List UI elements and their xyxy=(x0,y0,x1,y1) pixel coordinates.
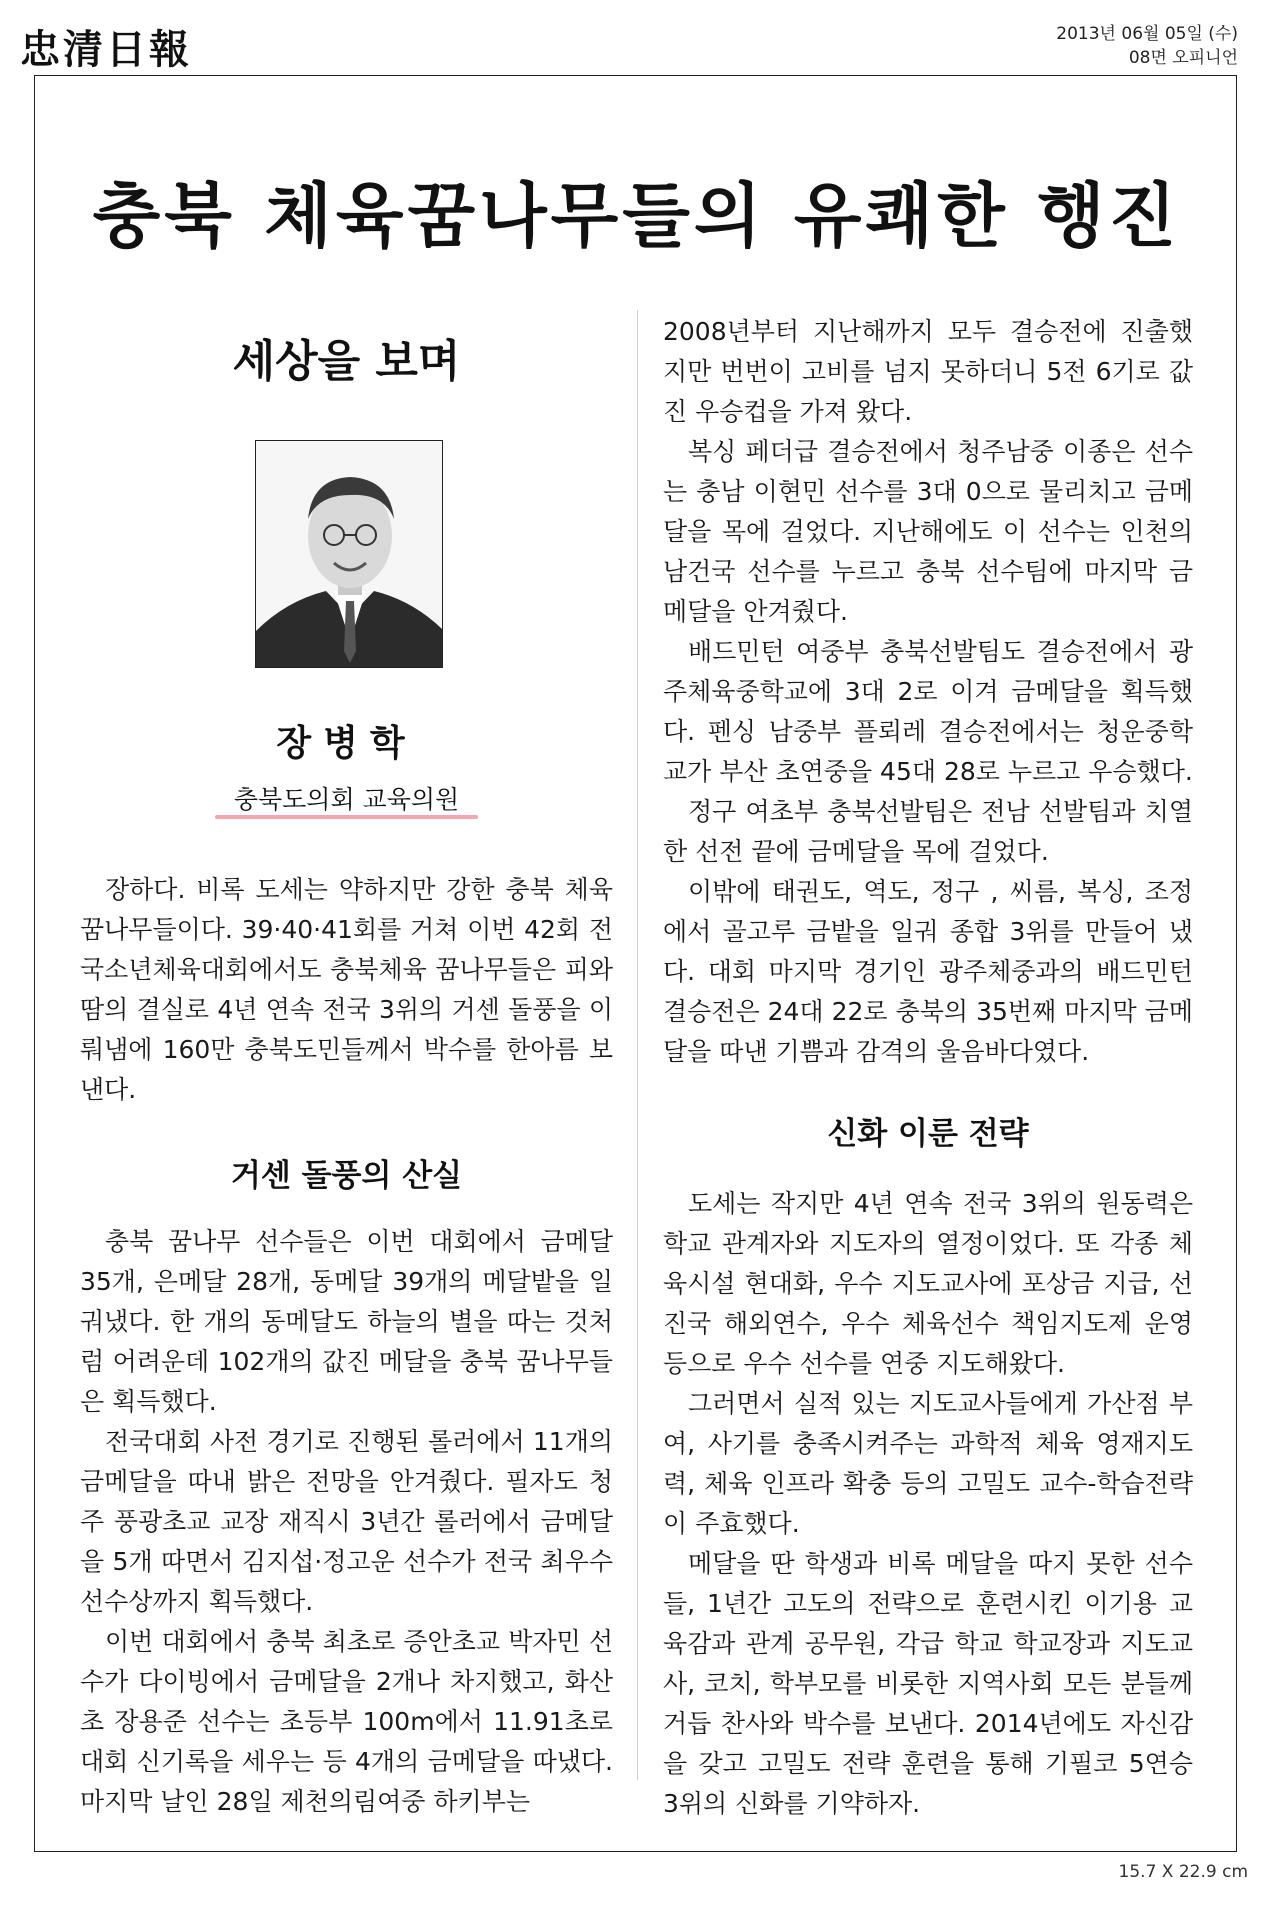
paragraph: 도세는 작지만 4년 연속 전국 3위의 원동력은 학교 관계자와 지도자의 열정이었다. 또 각종 체육시설 현대화, 우수 지도교사에 포상금 지급, 선진국 해외연수, 우수 체육선수 책임지도제 운영 등으로 우수 선수를 연중 지도해왔다. xyxy=(663,1189,1193,1378)
dateline xyxy=(1056,22,1238,70)
author-photo xyxy=(255,440,443,668)
subhead-left: 거센 돌풍의 산실 xyxy=(230,1158,463,1194)
column-title: 세상을 보며 xyxy=(232,336,461,387)
paragraph: 그러면서 실적 있는 지도교사들에게 가산점 부여, 사기를 충족시켜주는 과학적 체육 영재지도력, 체육 인프라 확충 등의 고밀도 교수-학습전략이 주효했다. xyxy=(663,1389,1193,1538)
author-title: 충북도의회 교육의원 xyxy=(233,785,460,814)
right-top xyxy=(663,312,1193,1072)
subhead-right: 신화 이룬 전략 xyxy=(827,1116,1029,1152)
left-intro xyxy=(80,870,613,1110)
paragraph: 복싱 페더급 결승전에서 청주남중 이종은 선수는 충남 이현민 선수를 3대 0으로 물리치고 금메달을 목에 걸었다. 지난해에도 이 선수는 인천의 남건국 선수를 누르고 충북 선수팀에 마지막 금메달을 안겨줬다. xyxy=(663,437,1193,626)
paragraph: 장하다. 비록 도세는 약하지만 강한 충북 체육 꿈나무들이다. 39·40·41회를 거쳐 이번 42회 전국소년체육대회에서도 충북체육 꿈나무들은 피와 땀의 결실로 4년 연속 전국 3위의 거센 돌풍을 이뤄냄에 160만 충북도민들께서 박수를 한아름 보낸다. xyxy=(80,875,613,1104)
paragraph: 2008년부터 지난해까지 모두 결승전에 진출했지만 번번이 고비를 넘지 못하더니 5전 6기로 값진 우승컵을 가져 왔다. xyxy=(663,317,1193,426)
newspaper-masthead: 忠清日報 xyxy=(20,26,192,73)
author-portrait-icon xyxy=(256,441,443,668)
left-body xyxy=(80,1222,613,1822)
paragraph: 정구 여초부 충북선발팀은 전남 선발팀과 치열한 선전 끝에 금메달을 목에 걸었다. xyxy=(663,797,1193,866)
clipping-size-note: 15.7 X 22.9 cm xyxy=(1118,1862,1248,1882)
author-title-underline xyxy=(215,815,478,819)
paragraph: 이밖에 태권도, 역도, 정구 , 씨름, 복싱, 조정에서 골고루 금밭을 일궈 종합 3위를 만들어 냈다. 대회 마지막 경기인 광주체중과의 배드민턴 결승전은 24대 22로 충북의 35번째 마지막 금메달을 따낸 기쁨과 감격의 울음바다였다. xyxy=(663,877,1193,1066)
paragraph: 메달을 딴 학생과 비록 메달을 따지 못한 선수들, 1년간 고도의 전략으로 훈련시킨 이기용 교육감과 관계 공무원, 각급 학교 학교장과 지도교사, 코치, 학부모를 비롯한 지역사회 모든 분들께 거듭 찬사와 박수를 보낸다. 2014년에도 자신감을 갖고 고밀도 전략 훈련을 통해 기필코 5연승 3위의 신화를 기약하자. xyxy=(663,1549,1193,1818)
right-body xyxy=(663,1184,1193,1824)
publication-date: 2013년 06월 05일 (수) xyxy=(1056,24,1238,44)
column-divider xyxy=(637,310,638,1780)
paragraph: 이번 대회에서 충북 최초로 증안초교 박자민 선수가 다이빙에서 금메달을 2개나 차지했고, 화산초 장용준 선수는 초등부 100m에서 11.91초로 대회 신기록을 세우는 등 4개의 금메달을 따냈다. 마지막 날인 28일 제천의림여중 하키부는 xyxy=(80,1627,613,1816)
paragraph: 전국대회 사전 경기로 진행된 롤러에서 11개의 금메달을 따내 밝은 전망을 안겨줬다. 필자도 청주 풍광초교 교장 재직시 3년간 롤러에서 금메달을 5개 따면서 김지섭·정고운 선수가 전국 최우수 선수상까지 획득했다. xyxy=(80,1427,613,1616)
page-section: 08면 오피니언 xyxy=(1128,48,1238,68)
paragraph: 배드민턴 여중부 충북선발팀도 결승전에서 광주체육중학교에 3대 2로 이겨 금메달을 획득했다. 펜싱 남중부 플뢰레 결승전에서는 청운중학교가 부산 초연중을 45대 28로 누르고 우승했다. xyxy=(663,637,1193,786)
article-headline: 충북 체육꿈나무들의 유쾌한 행진 xyxy=(92,175,1181,257)
author-name: 장병학 xyxy=(276,723,417,764)
paragraph: 충북 꿈나무 선수들은 이번 대회에서 금메달 35개, 은메달 28개, 동메달 39개의 메달밭을 일궈냈다. 한 개의 동메달도 하늘의 별을 따는 것처럼 어려운데 102개의 값진 메달을 충북 꿈나무들은 획득했다. xyxy=(80,1227,613,1416)
